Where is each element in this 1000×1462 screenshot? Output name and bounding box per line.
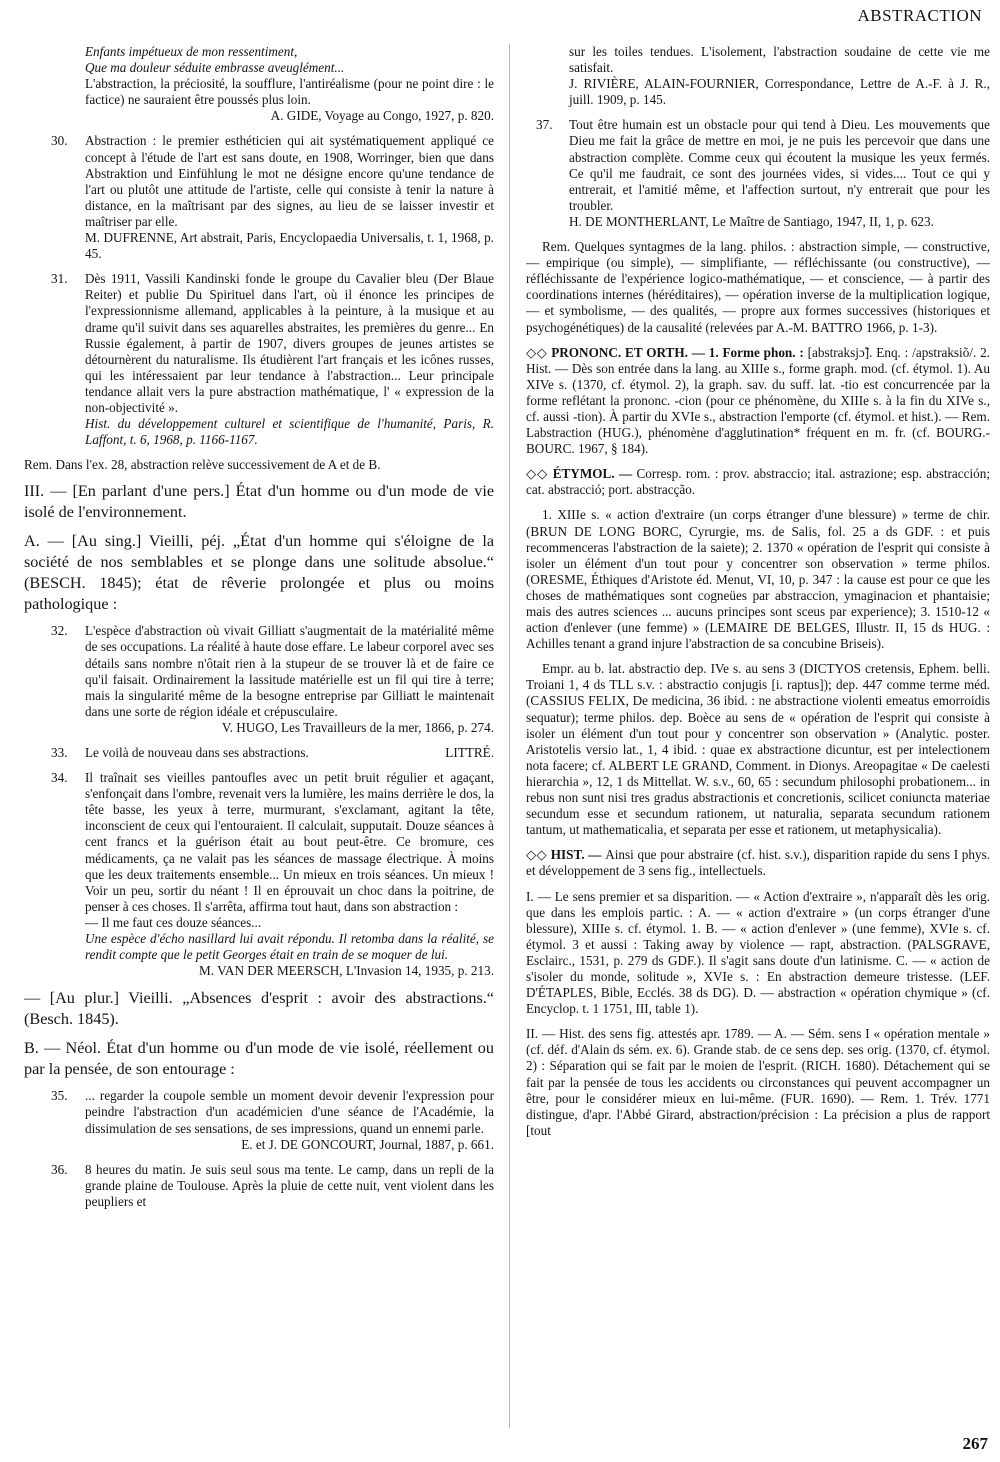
section-heading-wrap	[526, 466, 637, 481]
example-source: A. GIDE, Voyage au Congo, 1927, p. 820.	[270, 108, 494, 124]
section-heading: PRONONC. ET ORTH. — 1. Forme phon. :	[551, 344, 804, 360]
example-source: M. DUFRENNE, Art abstrait, Paris, Encyclopaedia Universalis, t. 1, 1968, p. 45.	[85, 230, 494, 262]
etymology-section	[526, 466, 990, 498]
diamond-icon: ◇◇	[526, 847, 548, 863]
example-source: M. VAN DER MEERSCH, L'Invasion 14, 1935, p. 213.	[199, 963, 494, 979]
example-text: Il traînait ses vieilles pantoufles avec un petit bruit régulier et agaçant, s'enfonçait dans l'ombre, revenait vers la lumière, les mains derrière le dos, la tête basse, les yeux à terre, murmurant, s'exclamant, agitant la tête, inconscient de ceux qui l'entouraient. Il calculait, supputait. Douze séances à cent francs et la guérison était au bout peut-être. Ce bromure, ces médicaments, ça ne valait pas les séances de massage électrique. À moins que les deux traitements ensemble... Un mieux en trois séances. Un mieux ! Voir un peu, sortir du néant ! Il en éprouvait un choc dans la poitrine, de penser à ces choses. Il s'arrêta, affirma tout haut, dans son abstraction :	[85, 770, 494, 914]
remark: Rem. Quelques syntagmes de la lang. philos. : abstraction simple, — constructive, — empirique (ou simple), — simplifiante, — réfléchissante (ou constructive), — réfléchissante de l'expérience logico-mathématique, — et conscience, — à partir des coordinations internes (héréditaires), — opération inverse de la multiplication logique, — et symbolisme, — des qualités, — propre aux formes successives (historiques et psychogénétiques) de la causalité (relevées par A.-M. BATTRO 1966, p. 1-3).	[526, 239, 990, 335]
example-32	[24, 623, 494, 736]
section-iii-heading: III. — [En parlant d'une pers.] État d'un homme ou d'un mode de vie isolé de l'environnement.	[24, 482, 494, 522]
column-divider	[509, 44, 510, 1428]
diamond-icon: ◇◇	[526, 466, 549, 482]
example-text: sur les toiles tendues. L'isolement, l'abstraction soudaine de cette vie me satisfait.	[569, 44, 990, 76]
section-heading: HIST. —	[550, 847, 602, 863]
example-number: 32.	[51, 623, 68, 639]
section-text: [abstraksjɔ̃]. Enq. : /apstraksiõ/. 2. Hist. — Dès son entrée dans la lang. au XIIIe s., forme graph. mod. (cf. étymol. 1). Au XIVe s. (1370, cf. étymol. 2), la graph. sav. du suff. lat. -tio est concurrencée par la forme reflétant la prononc. -cion (pour ce phénomène, du XIIIe s. à la fin du XIVe s., cf. aussi -tion). À partir du XVIe s., abstraction l'emporte (cf. étymol. et hist.). — Rem. Labstraction (HUG.), phénomène d'agglutination* fréquent en m. fr. (cf. BOURG.-BOURC. 1967, § 184).	[526, 344, 990, 457]
section-heading: ÉTYMOL. —	[552, 466, 633, 482]
history-section	[526, 847, 990, 879]
right-column	[526, 44, 990, 1428]
example-text: Le voilà de nouveau dans ses abstractions.	[85, 745, 309, 760]
verse-line: Que ma douleur séduite embrasse aveuglément...	[85, 60, 345, 76]
section-heading-wrap	[526, 847, 605, 862]
example-30	[24, 133, 494, 262]
example-33	[24, 745, 494, 761]
example-text: Abstraction : le premier esthéticien qui ait systématiquement appliqué ce concept à l'étude de l'art est sans doute, en 1908, Worringer, bien que dans Abstraktion und Einfühlung le mot ne désigne encore qu'une tendance de l'art ou plutôt une attitude de l'artiste, celle qui consiste à tenir la nature à distance, en la maîtrisant par des signes, au lieu de se laisser investir et maîtriser par elle.	[85, 133, 494, 229]
plural-sense: — [Au plur.] Vieilli. „Absences d'esprit : avoir des abstractions.“ (Besch. 1845).	[24, 989, 494, 1029]
diamond-icon: ◇◇	[526, 344, 548, 360]
section-text: Ainsi que pour abstraire (cf. hist. s.v.), disparition rapide du sens I phys. et développement de 3 sens fig., intellectuels.	[526, 847, 990, 879]
example-number: 37.	[536, 117, 553, 133]
example-text: L'espèce d'abstraction où vivait Gilliatt s'augmentait de la matérialité même de ses occupations. La réalité à haute dose effare. Le labeur corporel avec ses détails sans nombre n'ôtait rien à la stupeur de se trouver là et de faire ce qu'il faisait. Ordinairement la lassitude matérielle est un fil qui tire à terre; mais la singularité même de la besogne entreprise par Gilliatt le maintenait dans une sorte de région idéale et crépusculaire.	[85, 623, 494, 719]
example-number: 34.	[51, 770, 68, 786]
history-paragraph: II. — Hist. des sens fig. attestés apr. 1789. — A. — Sém. sens I « opération mentale » (cf. déf. d'Alain ds sém. ex. 6). Grande stab. de ce sens dep. ses orig. (1370, cf. étymol. 2) : Séparation qui se fait par le moien de l'esprit. (RICH. 1680). Détachement qui se fait par la pensée de tous les accidents ou circonstances qui peuvent accompagner un être, pour le considérer mieux en lui-même. (FUR. 1690). — Rem. 1. Trév. 1771 distingue, d'apr. l'Abbé Girard, abstraction/précision : La précision a plus de rapport [tout	[526, 1026, 990, 1138]
left-column	[24, 44, 494, 1428]
example-text: L'abstraction, la préciosité, la soufflure, l'antiréalisme (pour ne point dire : le factice) ne sauraient être poussés plus loin.	[85, 76, 494, 108]
history-paragraph: I. — Le sens premier et sa disparition. — « Action d'extraire », n'apparaît dès les orig. que dans les emplois partic. : A. — « action d'extraire » (un corps étranger d'une blessure), XIIIe s. cf. étymol. 1. B. — « action d'enlever » (une femme), XVIe s. cf. étymol. 3 et aussi : Taking away by violence — rapt, abstraction. (PALSGRAVE, Esclairc., 1531, p. 279 ds GDF.). Il s'agit sans doute d'un latinisme. C. — « action de s'isoler du monde, solitude », XVIe s. : En abstraction demeure tristesse. (LEF. D'ÉTAPLES, Bible, Ecclés. 38 ds DG). D. — abstraction « opération chymique » (cf. Encyclop. t. 1 1751, III, table 1).	[526, 888, 990, 1017]
example-number: 36.	[51, 1161, 68, 1177]
example-source: H. DE MONTHERLANT, Le Maître de Santiago, 1947, II, 1, p. 623.	[569, 213, 934, 229]
example-31	[24, 271, 494, 448]
example-number: 30.	[51, 133, 68, 149]
example-number: 31.	[51, 271, 68, 287]
example-source: LITTRÉ.	[445, 745, 494, 760]
example-source: V. HUGO, Les Travailleurs de la mer, 1866, p. 274.	[221, 719, 494, 735]
etymology-paragraph: 1. XIIIe s. « action d'extraire (un corps étranger d'une blessure) » terme de chir. (BRUN DE LONG BORC, Cyrurgie, ms. de Salis, fol. 25 a ds GDF. : et puis recommenceras l'abstraction de la saiete); 2. 1370 « opération de l'esprit qui consiste à isoler un élément d'un tout pour y concentrer son observation » terme philos. (ORESME, Éthiques d'Aristote éd. Menut, VI, 10, p. 347 : la cause est pour ce que les choses de mathématiques sont cogneües par abstraccion, ymaginacion et phantaisie; mais des autres sciences ... aucuns principes sont sceus par experience); 3. 1510-12 « action d'enlever (une femme) » (LEMAIRE DE BELGES, Illustr. II, 15 ds HUG. : Achilles tenant a grand injure l'abstraction de sa concubine Briseis).	[526, 507, 990, 652]
running-head: ABSTRACTION	[857, 6, 982, 25]
example-text: Dès 1911, Vassili Kandinski fonde le groupe du Cavalier bleu (Der Blaue Reiter) et publie Du Spirituel dans l'art, où il énonce les principes de l'expressionnisme allemand, applicables à la peinture, à la musique et au drame qu'il suivit dans ses aquarelles abstraites, les premières du genre... En Russie également, à partir de 1907, divers groupes de jeunes artistes se détournèrent du naturalisme. Ils étudièrent l'art français et les icônes russes, qui les intéressaient par leur tendance à l'abstraction... Leur principale tendance allait vers la pure abstraction mathématique, l' « expression de la non-objectivité ».	[85, 271, 494, 415]
example-number: 35.	[51, 1088, 68, 1104]
verse-line: Enfants impétueux de mon ressentiment,	[85, 44, 298, 59]
example-text: ... regarder la coupole semble un moment devoir devenir l'expression pour peindre l'abstraction d'un académicien d'une séance de l'Académie, la dissimulation de ses sensations, de ses impressions, quand un ennemi parle.	[85, 1088, 494, 1136]
section-b-definition: B. — Néol. État d'un homme ou d'un mode de vie isolé, réellement ou par la pensée, de son entourage :	[24, 1039, 494, 1079]
example-source: E. et J. DE GONCOURT, Journal, 1887, p. 661.	[241, 1136, 494, 1152]
example-35	[24, 1088, 494, 1152]
section-a-definition: A. — [Au sing.] Vieilli, péj. „État d'un homme qui s'éloigne de la société de nos semblables et se plonge dans une solitude absolue.“ (BESCH. 1845); état de rêverie prolongée et plus ou moins pathologique :	[24, 532, 494, 614]
example-source: J. RIVIÈRE, ALAIN-FOURNIER, Correspondance, Lettre de A.-F. à J. R., juill. 1909, p. 145.	[569, 76, 990, 108]
example-text: 8 heures du matin. Je suis seul sous ma tente. Le camp, dans un repli de la grande plaine de Toulouse. Après la pluie de cette nuit, vent violent dans les peupliers et	[85, 1161, 494, 1209]
page-number: 267	[962, 1434, 988, 1453]
remark: Rem. Dans l'ex. 28, abstraction relève successivement de A et de B.	[24, 457, 381, 473]
example-37	[526, 117, 990, 230]
pronunciation-section	[526, 345, 990, 458]
example-29-continued	[24, 44, 494, 124]
example-36-continued	[526, 44, 990, 108]
example-source: Hist. du développement culturel et scientifique de l'humanité, Paris, R. Laffont, t. 6, 1968, p. 1166-1167.	[85, 416, 494, 448]
example-36	[24, 1162, 494, 1210]
example-text: Tout être humain est un obstacle pour qui tend à Dieu. Les mouvements que Dieu me fait la grâce de mettre en moi, je ne puis les percevoir que dans une abstraction complète. Comme ceux qui écoutent la musique les yeux fermés. Ce qu'il me faudrait, ce sont des journées vides, si vides.... Tout ce qui y entrerait, et l'amitié même, et l'affection surtout, n'y entrerait que pour les troubler.	[569, 117, 990, 213]
example-34	[24, 770, 494, 979]
section-text: Corresp. rom. : prov. abstraccio; ital. astrazione; esp. abstracción; cat. abstracció; port. abstracção.	[526, 466, 990, 498]
example-number: 33.	[51, 745, 68, 760]
example-text-continued: Une espèce d'écho nasillard lui avait répondu. Il retomba dans la réalité, se rendit compte que le petit Georges était en train de se moquer de lui.	[85, 931, 494, 963]
example-dialogue: — Il me faut ces douze séances...	[85, 914, 262, 930]
section-heading-wrap	[526, 345, 808, 360]
etymology-paragraph: Empr. au b. lat. abstractio dep. IVe s. au sens 3 (DICTYOS cretensis, Ephem. belli. Troiani 1, 4 ds TLL s.v. : abstractio conjugis [i. raptus]); dep. 447 comme terme méd. (CASSIUS FELIX, De medicina, 36 ibid. : ne abstractione violenti emeatus emorroidis sequatur); terme philos. dep. Boèce au sens de « opération de l'esprit qui consiste à isoler un élément d'un tout pour y concentrer son observation » (Analytic. poster. Aristotelis versio lat., 1, 4 ibid. : quae ex abstractione dicuntur, est per intelectionem nota facere; cf. ALBERT LE GRAND, Comment. in Dionys. Areopagitae « De caelesti hierarchia », 12, 1 ds Mittellat. W. s.v., 60, 65 : secundum philosophi probationem... in rebus non sunt nisi tres gradus abstractionis et concretionis, scilicet coniuncta materiae secundum esse et secundum rationem, ut naturalia, separata secundum rationem tantum, ut mathematicalia, et separata per esse et rationem, ut metaphysicalia).	[526, 661, 990, 838]
